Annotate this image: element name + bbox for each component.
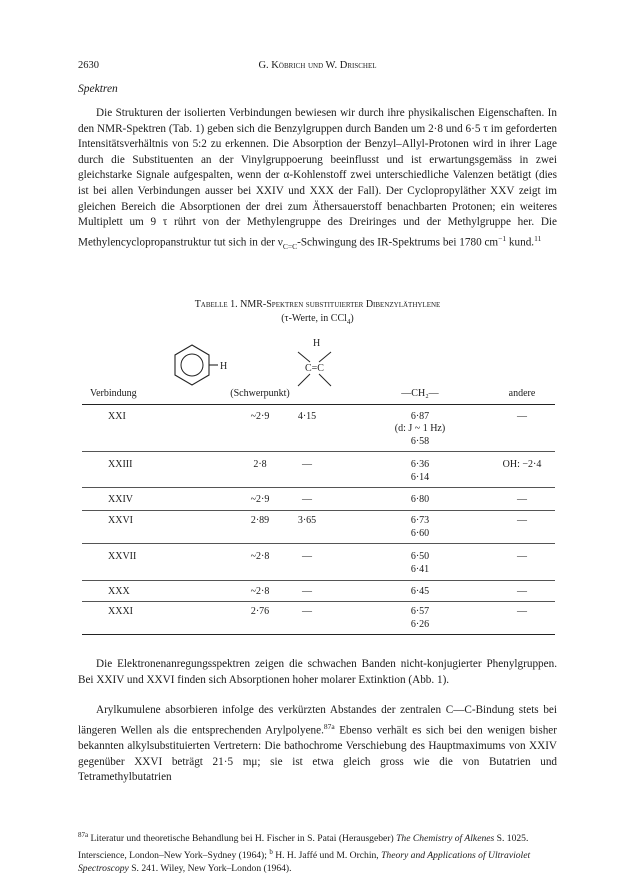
cell-vinyl: — [302, 606, 312, 617]
cell-phenyl: ~2·9 [250, 494, 270, 505]
footnote-mark: 87a [78, 831, 89, 839]
cell-phenyl: ~2·8 [250, 551, 270, 562]
vinyl-cc-label: C=C [305, 363, 324, 374]
header-schwerpunkt: (Schwerpunkt) [230, 388, 290, 399]
footnote-text-cont: S. 1025. Interscience, London–New York–Sydney (1964); [78, 833, 529, 861]
table-divider [82, 510, 555, 511]
paragraph-tail: kund. [506, 236, 535, 249]
footnote-mark-b: b [269, 847, 273, 856]
cell-vinyl: — [302, 459, 312, 470]
table-divider [82, 451, 555, 452]
cell-ch2-a: 6·73 [410, 515, 430, 526]
cell-ch2-b: 6·58 [410, 436, 430, 447]
cell-andere: — [517, 606, 527, 617]
cell-vinyl: 4·15 [297, 411, 317, 422]
cell-andere: — [517, 494, 527, 505]
paragraph-arylkumulene [78, 703, 557, 786]
cell-phenyl: ~2·9 [250, 411, 270, 422]
cell-ch2-b: 6·41 [410, 564, 430, 575]
cell-vinyl: — [302, 586, 312, 597]
cell-verbindung: XXIV [108, 494, 133, 505]
nu-subscript: C=C [282, 241, 298, 251]
cell-ch2-b: 6·14 [410, 472, 430, 483]
cell-ch2-a: 6·50 [410, 551, 430, 562]
cell-andere: — [517, 411, 527, 422]
table-unit: (τ-Werte, in CCl [281, 313, 347, 324]
table-divider [82, 580, 555, 581]
footnote-87 [78, 829, 557, 876]
paragraph-text: Arylkumulene absorbieren infolge des verkürzten Abstandes der zentralen C—C-Bindung stets bei längeren Wellen als die entsprechenden Arylpolyene. [78, 704, 557, 737]
reference-87a: 87a [323, 721, 335, 731]
header-authors: G. Köbrich und W. Drischel [258, 60, 377, 71]
footnote-book-title: The Chemistry of Alkenes [396, 833, 495, 845]
table-divider [82, 487, 555, 488]
cell-andere: OH: −2·4 [502, 459, 542, 470]
paragraph-text: Die Strukturen der isolierten Verbindungen bewiesen wir durch ihre physikalischen Eigenschaften. In den NMR-Spektren (Tab. 1) geben sich die Benzylgruppen durch Banden um 2·8 und 6·5 τ im geforderten Intensitätsverhältnis von 5:2 zu erkennen. Die Absorption der Benzyl–Allyl-Protonen wird in ihrer Lage durch die Substituenten an der Vinylgruppoerung beeinflusst und ist erwartungsgemäss in zwei gleichstarke Signale aufgespalten, wenn der α-Kohlenstoff zwei unterschiedliche Valenzen betätigt (dies ist bei allen Verbindungen ausser bei XXIV und XXX der Fall). Der Cyclopropyläther XXV zeigt im gleichen Bereich die Absorptionen der drei zum Äthersauerstoff benachbarten Protonen; ein weiteres Multiplett um 9 τ rührt von der Methylengruppe des Dreiringes und der Methylgruppe her. Die Methylencyclopropanstruktur tut sich in der ν [78, 107, 557, 249]
table-unit-line [78, 313, 557, 326]
cell-ch2-a: 6·45 [410, 586, 430, 597]
table-divider [82, 601, 555, 602]
cell-verbindung: XXI [108, 411, 126, 422]
table-divider [82, 543, 555, 544]
cell-phenyl: ~2·8 [250, 586, 270, 597]
paragraph-spektren [78, 106, 557, 254]
table-header-row [82, 388, 555, 402]
table-caption: Tabelle 1. NMR-Spektren substituierter Dibenzyläthylene [194, 299, 441, 310]
cell-ch2-a: 6·87 [410, 411, 430, 422]
unit-exponent: −1 [498, 233, 507, 243]
vinyl-h-label: H [313, 338, 321, 349]
running-header [78, 60, 557, 76]
cell-vinyl: 3·65 [297, 515, 317, 526]
cell-phenyl: 2·76 [250, 606, 270, 617]
section-title: Spektren [78, 83, 118, 95]
ccl4-subscript: 4 [346, 318, 351, 326]
cell-andere: — [517, 515, 527, 526]
benzene-h-label: H [220, 361, 228, 372]
page-number: 2630 [78, 60, 99, 71]
table-unit-close: ) [350, 313, 354, 324]
cell-ch2-a: 6·57 [410, 606, 430, 617]
paragraph-text-cont: -Schwingung des IR-Spektrums bei 1780 cm [297, 236, 499, 249]
cell-ch2-note: (d: J ~ 1 Hz) [394, 423, 446, 434]
cell-vinyl: — [302, 494, 312, 505]
vinyl-group-icon [292, 336, 352, 392]
benzene-ring-icon [166, 342, 246, 390]
header-verbindung: Verbindung [90, 388, 137, 399]
cell-andere: — [517, 551, 527, 562]
header-andere: andere [508, 388, 536, 399]
cell-verbindung: XXIII [108, 459, 133, 470]
cell-ch2-b: 6·26 [410, 619, 430, 630]
paragraph-text-cont: Ebenso verhält es sich bei den wenigen bisher bekannten alkylsubstituierten Vertretern: Die bathochrome Verschiebung des Hauptmaximums von XXIV gegenüber XXVI beträgt 21·5 mμ; sie ist etwa gleich gross wie die von Butatrien und Tetramethylbutatrien [78, 724, 557, 784]
cell-phenyl: 2·8 [253, 459, 267, 470]
footnote-text: Literatur und theoretische Behandlung bei H. Fischer in S. Patai (Herausgeber) [88, 833, 397, 845]
cell-ch2-b: 6·60 [410, 528, 430, 539]
reference-11: 11 [534, 233, 542, 243]
cell-verbindung: XXX [108, 586, 130, 597]
cell-andere: — [517, 586, 527, 597]
paragraph-elektronenspektren: Die Elektronenanregungsspektren zeigen die schwachen Banden nicht-konjugierter Phenylgruppen. Bei XXIV und XXVI finden sich Absorptionen hoher molarer Extinktion (Abb. 1). [78, 658, 557, 686]
cell-ch2-a: 6·80 [410, 494, 430, 505]
table-rule-bottom [82, 634, 555, 635]
cell-verbindung: XXVII [108, 551, 137, 562]
cell-vinyl: — [302, 551, 312, 562]
header-ch2: —CH₂— [401, 388, 439, 399]
footnote-text-end: S. 241. Wiley, New York–London (1964). [128, 863, 292, 875]
cell-phenyl: 2·89 [250, 515, 270, 526]
cell-verbindung: XXVI [108, 515, 133, 526]
footnote-book-title-2: Theory and Applications of Ultraviolet Spectroscopy [78, 849, 531, 875]
cell-verbindung: XXXI [108, 606, 133, 617]
cell-ch2-a: 6·36 [410, 459, 430, 470]
footnote-text-cont2: H. H. Jaffé und M. Orchin, [272, 849, 382, 861]
table-rule-top [82, 404, 555, 405]
